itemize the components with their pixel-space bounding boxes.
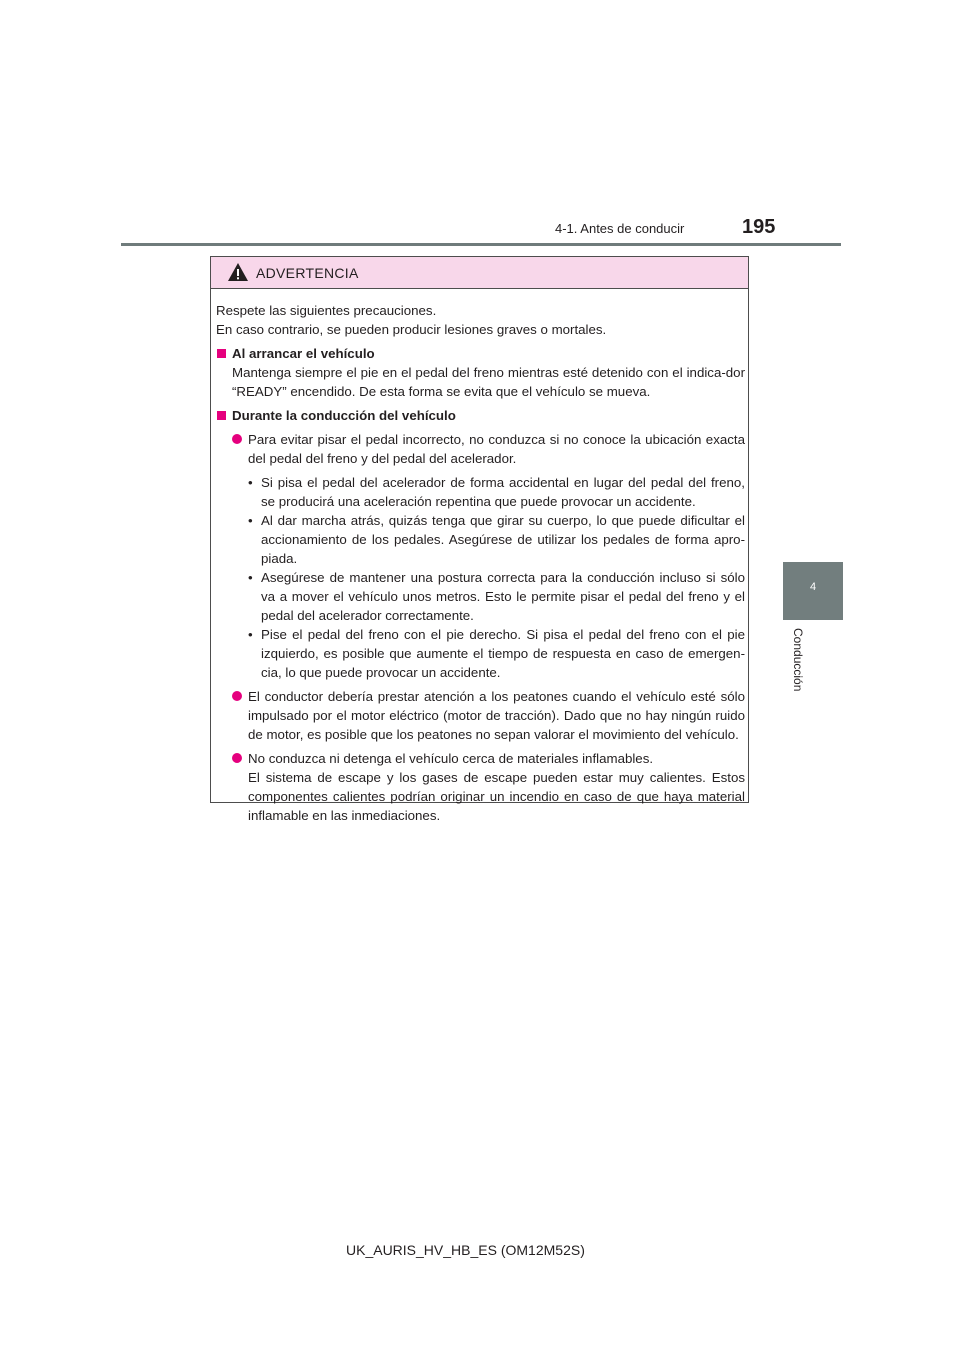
section-text: Mantenga siempre el pie en el pedal del freno mientras esté detenido con el indica-dor “READY” encendido. De esta forma se evita que el vehículo se mueva. xyxy=(232,365,745,399)
chapter-tab xyxy=(783,562,843,620)
driving-point-text: El conductor debería prestar atención a los peatones cuando el vehículo esté sólo impulsado por el motor eléctrico (motor de tracción). Dado que no hay ningún ruido de motor, es posible que los peatones no sepan valorar el movimiento del vehículo. xyxy=(248,689,745,742)
warning-triangle-icon xyxy=(227,262,249,282)
warning-intro-line-1: Respete las siguientes precauciones. xyxy=(216,303,437,318)
driving-point xyxy=(216,687,745,744)
square-bullet-icon xyxy=(217,349,226,358)
section-start-vehicle xyxy=(216,344,745,401)
driving-point-text: No conduzca ni detenga el vehículo cerca de materiales inflamables. xyxy=(248,751,654,766)
driving-point-text: Para evitar pisar el pedal incorrecto, no conduzca si no conoce la ubicación exacta del pedal del freno y del pedal del acelerador. xyxy=(248,432,745,466)
warning-title: ADVERTENCIA xyxy=(256,265,359,281)
warning-header xyxy=(211,257,748,289)
list-item-text: Pise el pedal del freno con el pie derecho. Si pisa el pedal del freno con el pie izquierdo, es posible que aumente el tiempo de respuesta en caso de emergen-cia, lo que puede provocar un accidente. xyxy=(261,627,745,680)
section-heading: Durante la conducción del vehículo xyxy=(232,408,456,423)
driving-point-text: El sistema de escape y los gases de escape pueden estar muy calientes. Estos componentes calientes podrían originar un incendio en caso de que haya material inflamable en las inmediaciones. xyxy=(248,770,745,823)
warning-intro-line-2: En caso contrario, se pueden producir lesiones graves o mortales. xyxy=(216,322,607,337)
list-item: • Pise el pedal del freno con el pie derecho. Si pisa el pedal del freno con el pie izquierdo, es posible que aumente el tiempo de respuesta en caso de emergen-cia, lo que puede provocar un accidente. xyxy=(248,627,745,680)
section-driving xyxy=(216,406,745,425)
chapter-tab-label: Conducción xyxy=(791,628,805,692)
circle-bullet-icon xyxy=(232,434,242,444)
list-item: • Asegúrese de mantener una postura correcta para la conducción incluso si sólo va a mover el vehículo unos metros. Esto le permite pisar el pedal del freno y el pedal del acelerador correctamente. xyxy=(248,570,745,623)
section-heading: Al arrancar el vehículo xyxy=(232,346,375,361)
list-item-text: Si pisa el pedal del acelerador de forma accidental en lugar del pedal del freno, se producirá una aceleración repentina que puede provocar un accidente. xyxy=(261,475,745,509)
list-item: • Si pisa el pedal del acelerador de forma accidental en lugar del pedal del freno, se producirá una aceleración repentina que puede provocar un accidente. xyxy=(248,475,745,509)
square-bullet-icon xyxy=(217,411,226,420)
chapter-tab-number: 4 xyxy=(809,581,817,593)
pedal-bullet-list xyxy=(216,473,745,682)
warning-body xyxy=(216,301,745,830)
page-number: 195 xyxy=(742,216,776,238)
list-item: • Al dar marcha atrás, quizás tenga que girar su cuerpo, lo que puede dificultar el accionamiento de los pedales. Asegúrese de utilizar los pedales de forma apro-piada. xyxy=(248,513,745,566)
driving-point xyxy=(216,430,745,468)
document-code: UK_AURIS_HV_HB_ES (OM12M52S) xyxy=(346,1242,585,1258)
circle-bullet-icon xyxy=(232,753,242,763)
warning-box xyxy=(210,256,749,823)
header-rule xyxy=(121,243,841,246)
list-item-text: Asegúrese de mantener una postura correcta para la conducción incluso si sólo va a mover el vehículo unos metros. Esto le permite pisar el pedal del freno y el pedal del acelerador correctamente. xyxy=(261,570,745,623)
section-title: 4-1. Antes de conducir xyxy=(555,221,685,236)
driving-point xyxy=(216,749,745,825)
list-item-text: Al dar marcha atrás, quizás tenga que girar su cuerpo, lo que puede dificultar el accionamiento de los pedales. Asegúrese de utilizar los pedales de forma apro-piada. xyxy=(261,513,745,566)
circle-bullet-icon xyxy=(232,691,242,701)
